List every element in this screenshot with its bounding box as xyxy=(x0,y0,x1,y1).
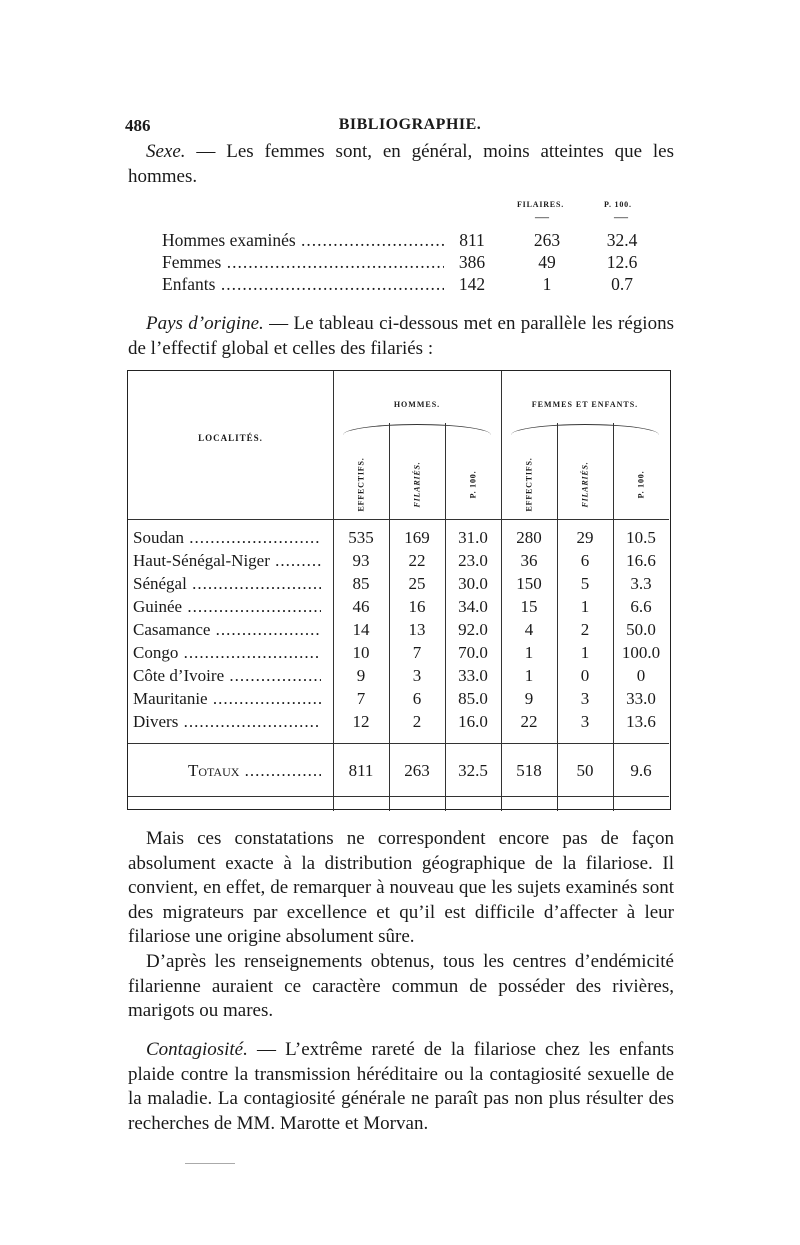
f-filaries: 3 xyxy=(580,689,590,708)
f-p100: 0 xyxy=(636,666,646,685)
f-effectifs: 1 xyxy=(524,666,534,685)
row-p100: 0.7 xyxy=(611,274,633,294)
f-p100: 3.3 xyxy=(630,574,652,593)
f-effectifs: 518 xyxy=(516,761,542,780)
f-p100: 100.0 xyxy=(621,643,661,662)
h-filaries: 263 xyxy=(404,761,430,780)
footer-rule xyxy=(185,1163,235,1164)
f-filaries: 3 xyxy=(580,712,590,731)
row-localite: Sénégal ..... xyxy=(133,574,321,594)
h-p100: 70.0 xyxy=(458,643,488,662)
f-effectifs: 36 xyxy=(520,551,538,570)
femmes-enfants-header: FEMMES ET ENFANTS. xyxy=(531,400,639,409)
h-p100: 23.0 xyxy=(458,551,488,570)
f-p100: 6.6 xyxy=(630,597,652,616)
row-label: Enfants ..... xyxy=(162,274,444,295)
contagiosite-lead: Contagiosité. xyxy=(146,1039,248,1060)
row-localite: Guinée ..... xyxy=(133,597,321,617)
h-filaries: 16 xyxy=(408,597,426,616)
divider xyxy=(128,796,669,797)
paragraph-distribution: Mais ces constatations ne correspondent encore pas de façon absolument exacte à la distribution géographique de la filariose. Il convient, en effet, de remarquer à nouveau que les sujets examinés sont des migrateurs par excellence et qu’il est difficile d’affecter à leur filariose une origine absolument sûre. xyxy=(128,828,674,947)
table-row xyxy=(128,620,672,642)
totals-row xyxy=(128,761,672,783)
h-filaries: 25 xyxy=(408,574,426,593)
row-localite: Congo ..... xyxy=(133,643,321,663)
f-filaries: 29 xyxy=(576,528,594,547)
f-p100: 13.6 xyxy=(626,712,656,731)
h-filaries: 7 xyxy=(412,643,422,662)
table-row xyxy=(128,666,672,688)
f-filaries: 6 xyxy=(580,551,590,570)
sex-row xyxy=(162,274,672,296)
h-p100: 92.0 xyxy=(458,620,488,639)
h-p100: 85.0 xyxy=(458,689,488,708)
h-filaries: 169 xyxy=(404,528,430,547)
table-row xyxy=(128,712,672,734)
row-localite: Casamance ..... xyxy=(133,620,321,640)
h-p100: 31.0 xyxy=(458,528,488,547)
localites-header: LOCALITÉS. xyxy=(198,433,263,443)
row-filaires: 49 xyxy=(538,252,556,272)
hommes-header: HOMMES. xyxy=(393,400,441,409)
col-filaries: FILARIÉS. xyxy=(412,460,422,508)
row-filaires: 1 xyxy=(542,274,552,294)
f-effectifs: 4 xyxy=(524,620,534,639)
col-p100: P. 100. xyxy=(468,470,478,498)
dash-p100: — xyxy=(614,210,628,225)
h-effectifs: 12 xyxy=(352,712,370,731)
row-localite: Mauritanie ..... xyxy=(133,689,321,709)
sexe-paragraph xyxy=(128,140,674,189)
sexe-text: — Les femmes sont, en général, moins atteintes que les hommes. xyxy=(128,141,674,187)
table-row xyxy=(128,643,672,665)
h-effectifs: 10 xyxy=(352,643,370,662)
h-filaries: 22 xyxy=(408,551,426,570)
table-row xyxy=(128,528,672,550)
dash-filaires: — xyxy=(535,210,549,225)
row-p100: 32.4 xyxy=(606,230,638,250)
f-effectifs: 9 xyxy=(524,689,534,708)
f-effectifs: 280 xyxy=(516,528,542,547)
h-effectifs: 811 xyxy=(348,761,374,780)
totals-label: Totaux ..... xyxy=(133,761,321,781)
h-effectifs: 93 xyxy=(352,551,370,570)
h-effectifs: 14 xyxy=(352,620,370,639)
h-filaries: 2 xyxy=(412,712,422,731)
origine-paragraph xyxy=(128,312,674,361)
h-effectifs: 7 xyxy=(356,689,366,708)
f-effectifs: 15 xyxy=(520,597,538,616)
h-effectifs: 46 xyxy=(352,597,370,616)
f-p100: 50.0 xyxy=(626,620,656,639)
f-filaries: 2 xyxy=(580,620,590,639)
table-row xyxy=(128,574,672,596)
h-effectifs: 9 xyxy=(356,666,366,685)
h-p100: 30.0 xyxy=(458,574,488,593)
h-effectifs: 85 xyxy=(352,574,370,593)
col-effectifs: EFFECTIFS. xyxy=(356,456,366,512)
row-filaires: 263 xyxy=(533,230,561,250)
f-effectifs: 1 xyxy=(524,643,534,662)
col-filaries: FILARIÉS. xyxy=(580,460,590,508)
row-localite: Soudan ..... xyxy=(133,528,321,548)
h-p100: 34.0 xyxy=(458,597,488,616)
f-p100: 10.5 xyxy=(626,528,656,547)
table-row xyxy=(128,597,672,619)
col-effectifs: EFFECTIFS. xyxy=(524,456,534,512)
f-effectifs: 22 xyxy=(520,712,538,731)
row-label: Femmes ..... xyxy=(162,252,444,273)
h-p100: 33.0 xyxy=(458,666,488,685)
contagiosite-paragraph xyxy=(128,1038,674,1136)
f-filaries: 1 xyxy=(580,643,590,662)
table-row xyxy=(128,551,672,573)
h-filaries: 3 xyxy=(412,666,422,685)
f-filaries: 0 xyxy=(580,666,590,685)
row-localite: Divers ..... xyxy=(133,712,321,732)
table-row xyxy=(128,689,672,711)
row-label: Hommes examinés ..... xyxy=(162,230,444,251)
col-p100: P. 100. xyxy=(604,200,632,209)
paragraph-endemicite: D’après les renseignements obtenus, tous les centres d’endémicité filarienne auraient ce caractère commun de posséder des rivières, marigots ou mares. xyxy=(128,951,674,1021)
f-p100: 33.0 xyxy=(626,689,656,708)
hommes-brace xyxy=(343,424,491,435)
row-localite: Côte d’Ivoire ..... xyxy=(133,666,321,686)
h-effectifs: 535 xyxy=(348,528,374,547)
h-p100: 16.0 xyxy=(458,712,488,731)
row-examined: 811 xyxy=(459,230,485,250)
sex-row xyxy=(162,230,672,252)
sex-row xyxy=(162,252,672,274)
f-filaries: 5 xyxy=(580,574,590,593)
f-filaries: 1 xyxy=(580,597,590,616)
col-p100: P. 100. xyxy=(636,470,646,498)
h-filaries: 13 xyxy=(408,620,426,639)
page-number: 486 xyxy=(125,116,151,135)
divider xyxy=(128,743,669,744)
sexe-lead: Sexe. xyxy=(146,141,186,162)
f-p100: 9.6 xyxy=(630,761,652,780)
origine-text: — Le tableau ci-dessous met en parallèle les régions de l’effectif global et celles des filariés : xyxy=(128,313,674,359)
col-filaires: FILAIRES. xyxy=(517,200,564,209)
f-effectifs: 150 xyxy=(516,574,542,593)
row-examined: 142 xyxy=(458,274,486,294)
h-filaries: 6 xyxy=(412,689,422,708)
contagiosite-text: — L’extrême rareté de la filariose chez les enfants plaide contre la transmission héréditaire ou la contagiosité sexuelle de la maladie. La contagiosité générale ne paraît pas non plus résulter des recherches de MM. Marotte et Morvan. xyxy=(128,1039,674,1134)
femmes-brace xyxy=(511,424,659,435)
origine-lead: Pays d’origine. xyxy=(146,313,264,334)
running-head: BIBLIOGRAPHIE. xyxy=(338,116,482,133)
row-p100: 12.6 xyxy=(606,252,638,272)
h-p100: 32.5 xyxy=(458,761,488,780)
f-filaries: 50 xyxy=(576,761,594,780)
row-localite: Haut-Sénégal-Niger ..... xyxy=(133,551,321,571)
region-table xyxy=(127,370,671,810)
divider xyxy=(128,519,669,520)
f-p100: 16.6 xyxy=(626,551,656,570)
row-examined: 386 xyxy=(458,252,486,272)
